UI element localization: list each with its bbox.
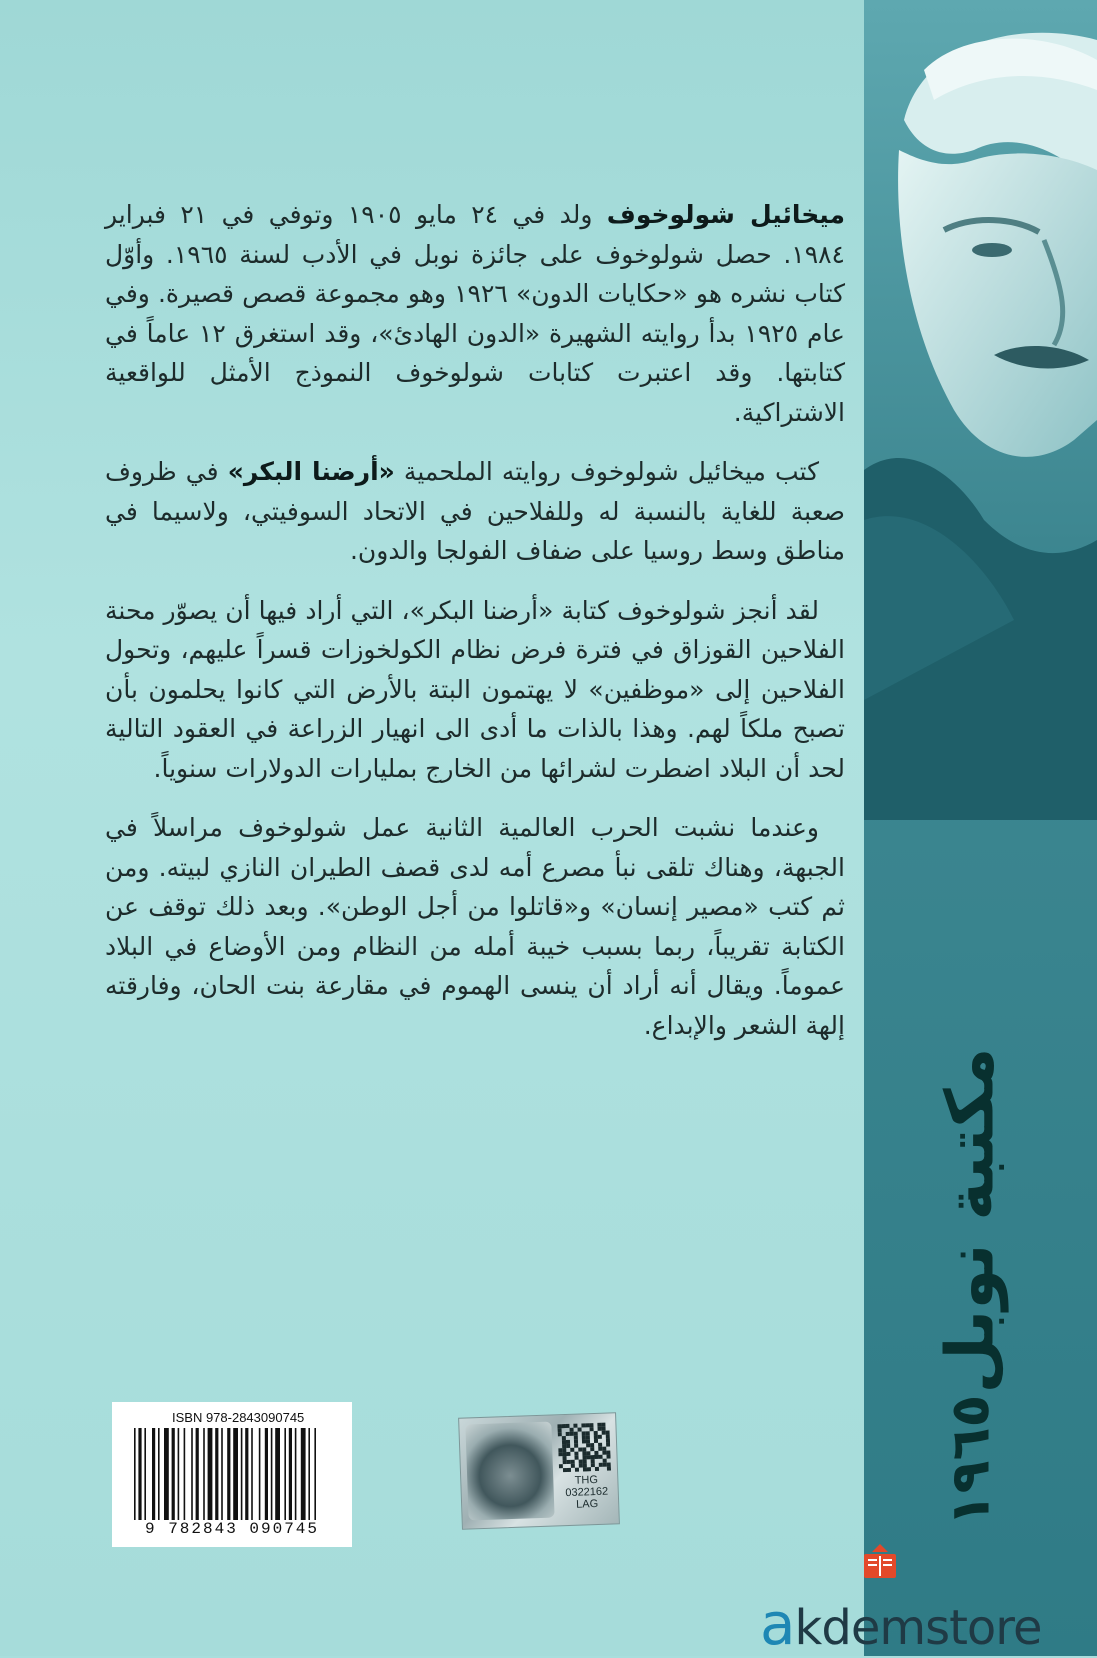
qr-module — [565, 1424, 569, 1428]
barcode-bar — [227, 1428, 230, 1520]
barcode-bar — [196, 1428, 199, 1520]
qr-module — [606, 1439, 610, 1443]
barcode-bar — [138, 1428, 141, 1520]
qr-module — [606, 1450, 610, 1454]
bio-paragraph-3: لقد أنجز شولوخوف كتابة «أرضنا البكر»، التي أراد فيها أن يصوّر محنة الفلاحين القوزاق في فترة فرض نظام الكولخوزات قسراً عليهم، وتحول الفلاحين إلى «موظفين» لا يهتمون البتة بالأرض التي كانوا يحلمون بأن تصبح ملكاً لهم. وهذا بالذات ما أدى الى انهيار الزراعة في العقود التالية لحد أن البلاد اضطرت لشرائها من الخارج بمليارات الدولارات سنوياً. — [105, 595, 845, 783]
barcode-bar — [158, 1428, 160, 1520]
qr-module — [598, 1435, 602, 1439]
open-book-icon — [860, 1540, 900, 1582]
qr-module — [597, 1423, 601, 1427]
qr-module — [606, 1443, 610, 1447]
qr-module — [601, 1423, 605, 1427]
qr-module — [579, 1459, 583, 1463]
qr-module — [598, 1447, 602, 1451]
qr-module — [562, 1440, 566, 1444]
barcode-bar — [191, 1428, 193, 1520]
qr-module — [594, 1431, 598, 1435]
qr-module — [562, 1452, 566, 1456]
qr-module — [606, 1454, 610, 1458]
qr-module — [587, 1467, 591, 1471]
barcode-bar — [295, 1428, 297, 1520]
qr-module — [599, 1463, 603, 1467]
qr-module — [586, 1455, 590, 1459]
qr-module — [573, 1424, 577, 1428]
isbn-barcode — [112, 1402, 352, 1547]
qr-module — [579, 1463, 583, 1467]
barcode-bar — [221, 1428, 223, 1520]
barcode-bar — [301, 1428, 306, 1520]
barcode-bar — [233, 1428, 238, 1520]
qr-module — [606, 1431, 610, 1435]
qr-module — [574, 1452, 578, 1456]
qr-module — [582, 1439, 586, 1443]
barcode-bar — [314, 1428, 316, 1520]
barcode-bar — [215, 1428, 218, 1520]
portrait-photo — [864, 0, 1097, 820]
qr-module — [578, 1447, 582, 1451]
qr-module — [582, 1451, 586, 1455]
qr-module — [583, 1463, 587, 1467]
sticker-code-number: 0322162 — [565, 1485, 609, 1500]
qr-module — [574, 1440, 578, 1444]
qr-module — [566, 1432, 570, 1436]
qr-module — [563, 1468, 567, 1472]
qr-module — [582, 1447, 586, 1451]
qr-module — [575, 1468, 579, 1472]
qr-module — [574, 1456, 578, 1460]
qr-module — [570, 1428, 574, 1432]
qr-module — [562, 1448, 566, 1452]
qr-module — [598, 1455, 602, 1459]
qr-module — [598, 1443, 602, 1447]
barcode-bar — [152, 1428, 155, 1520]
sticker-code-prefix: THG — [574, 1473, 599, 1487]
qr-module — [582, 1435, 586, 1439]
barcode-bar — [172, 1428, 175, 1520]
qr-code-icon — [557, 1422, 611, 1474]
qr-module — [607, 1462, 611, 1466]
qr-module — [590, 1443, 594, 1447]
qr-module — [586, 1451, 590, 1455]
barcode-bar — [184, 1428, 186, 1520]
author-portrait — [864, 0, 1097, 820]
qr-module — [561, 1424, 565, 1428]
barcode-bar — [178, 1428, 180, 1520]
barcode-bar — [271, 1428, 273, 1520]
store-name-letter: a — [760, 1590, 795, 1658]
qr-module — [594, 1435, 598, 1439]
barcode-bar — [245, 1428, 248, 1520]
barcode-bar — [265, 1428, 268, 1520]
barcode-bar — [164, 1428, 169, 1520]
store-name — [760, 1590, 1097, 1656]
qr-module — [566, 1440, 570, 1444]
bio-paragraph-2-text: في ظروف صعبة للغاية بالنسبة له وللفلاحين في الاتحاد السوفيتي، ولاسيما في مناطق وسط روسيا على ضفاف الفولجا والدون. — [105, 457, 845, 565]
qr-module — [589, 1423, 593, 1427]
qr-module — [566, 1452, 570, 1456]
hologram-sticker — [458, 1412, 620, 1529]
qr-module — [586, 1443, 590, 1447]
qr-module — [607, 1466, 611, 1470]
barcode-bar — [289, 1428, 292, 1520]
novel-title: «أرضنا البكر» — [227, 457, 395, 486]
barcode-bar — [144, 1428, 146, 1520]
qr-module — [586, 1435, 590, 1439]
barcode-bars — [134, 1428, 330, 1520]
qr-module — [591, 1463, 595, 1467]
bio-paragraph-1 — [105, 195, 845, 432]
qr-module — [562, 1456, 566, 1460]
author-biography — [105, 195, 845, 1065]
qr-module — [574, 1432, 578, 1436]
qr-module — [571, 1460, 575, 1464]
qr-module — [557, 1424, 561, 1428]
qr-module — [571, 1464, 575, 1468]
qr-module — [562, 1436, 566, 1440]
bio-paragraph-2 — [105, 452, 845, 571]
store-watermark — [760, 1590, 1097, 1656]
bio-paragraph-4: وعندما نشبت الحرب العالمية الثانية عمل شولوخوف مراسلاً في الجبهة، وهناك تلقى نبأ مصرع أمه لدى قصف الطيران النازي لبيته. ومن ثم كتب «مصير إنسان» و«قاتلوا من أجل الوطن». وبعد ذلك توقف عن الكتابة تقريباً، ربما بسبب خيبة أمله من النظام ومن الأوضاع في البلاد عموماً. ويقال أنه أراد أن ينسى الهموم في مقارعة بنت الحان، وفارقته إلهة الشعر والإبداع. — [105, 813, 845, 1040]
qr-module — [558, 1452, 562, 1456]
barcode-bar — [275, 1428, 280, 1520]
qr-module — [570, 1432, 574, 1436]
qr-module — [602, 1447, 606, 1451]
bio-paragraph-1-text: ولد في ٢٤ مايو ١٩٠٥ وتوفي في ٢١ فبراير ١٩٨٤. حصل شولوخوف على جائزة نوبل في الأدب لسنة ١٩٦٥. وأوّل كتاب نشره هو «حكايات الدون» ١٩٢٦ وهو مجموعة قصص قصيرة. وفي عام ١٩٢٥ بدأ روايته الشهيرة «الدون الهادئ»، وقد استغرق ١٢ عاماً في كتابتها. وقد اعتبرت كتابات شولوخوف النموذج الأمثل للواقعية الاشتراكية. — [105, 200, 845, 427]
qr-module — [563, 1460, 567, 1464]
qr-module — [586, 1439, 590, 1443]
qr-module — [586, 1431, 590, 1435]
store-name-rest: kdemstore — [794, 1600, 1042, 1656]
isbn-label: ISBN 978-2843090745 — [172, 1410, 305, 1425]
barcode-bar — [134, 1428, 136, 1520]
qr-module — [574, 1444, 578, 1448]
sticker-code — [557, 1473, 616, 1511]
qr-module — [590, 1427, 594, 1431]
qr-module — [558, 1448, 562, 1452]
qr-module — [581, 1423, 585, 1427]
qr-module — [567, 1468, 571, 1472]
qr-module — [583, 1459, 587, 1463]
qr-module — [558, 1428, 562, 1432]
barcode-bar — [259, 1428, 261, 1520]
author-name: ميخائيل شولوخوف — [606, 200, 845, 229]
qr-module — [566, 1444, 570, 1448]
hologram-seal-icon — [465, 1422, 554, 1521]
qr-module — [597, 1427, 601, 1431]
qr-module — [574, 1436, 578, 1440]
barcode-bar — [208, 1428, 213, 1520]
qr-module — [567, 1460, 571, 1464]
qr-module — [562, 1444, 566, 1448]
qr-module — [601, 1427, 605, 1431]
qr-module — [583, 1467, 587, 1471]
qr-module — [590, 1447, 594, 1451]
qr-module — [559, 1464, 563, 1468]
series-title-text: مكتبة نوبل — [931, 1047, 1009, 1393]
barcode-bar — [284, 1428, 286, 1520]
qr-module — [603, 1463, 607, 1467]
qr-module — [594, 1439, 598, 1443]
qr-module — [606, 1435, 610, 1439]
qr-module — [570, 1448, 574, 1452]
barcode-bar — [241, 1428, 243, 1520]
qr-module — [594, 1455, 598, 1459]
qr-module — [590, 1455, 594, 1459]
qr-module — [558, 1432, 562, 1436]
qr-module — [591, 1459, 595, 1463]
barcode-bar — [251, 1428, 253, 1520]
qr-module — [585, 1423, 589, 1427]
qr-module — [603, 1459, 607, 1463]
sticker-code-suffix: LAG — [575, 1497, 599, 1511]
qr-module — [578, 1427, 582, 1431]
series-year-text: ١٩٦٥ — [938, 1394, 1002, 1526]
qr-module — [582, 1431, 586, 1435]
barcode-bar — [308, 1428, 310, 1520]
barcode-bar — [203, 1428, 205, 1520]
series-year — [915, 1360, 1025, 1560]
qr-module — [602, 1451, 606, 1455]
qr-module — [582, 1455, 586, 1459]
qr-module — [594, 1451, 598, 1455]
qr-module — [602, 1431, 606, 1435]
barcode-digits: 9 782843 090745 — [144, 1520, 320, 1538]
qr-module — [595, 1467, 599, 1471]
bio-paragraph-2-start: كتب ميخائيل شولوخوف روايته الملحمية — [394, 457, 819, 486]
